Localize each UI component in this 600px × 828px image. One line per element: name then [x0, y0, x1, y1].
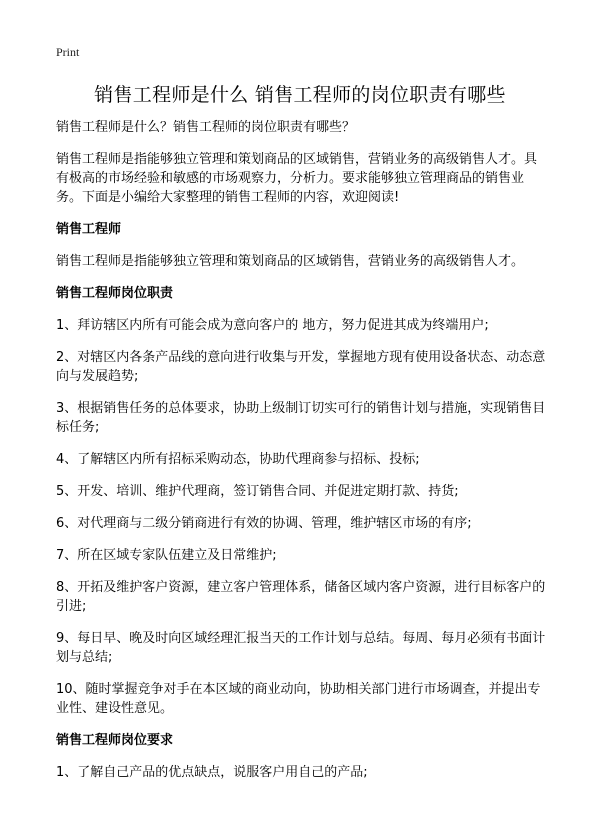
print-label: Print: [56, 45, 80, 59]
section-text-sales-engineer: 销售工程师是指能够独立管理和策划商品的区域销售，营销业务的高级销售人才。: [56, 254, 525, 269]
duty-item: 4、了解辖区内所有招标采购动态，协助代理商参与招标、投标;: [56, 452, 420, 467]
requirement-item: 1、了解自己产品的优点缺点，说服客户用自己的产品;: [56, 765, 368, 780]
intro-question: 销售工程师是什么？销售工程师的岗位职责有哪些？: [56, 120, 356, 135]
duty-item: 5、开发、培训、维护代理商，签订销售合同、并促进定期打款、持货;: [56, 484, 459, 499]
section-heading-duties: 销售工程师岗位职责: [56, 286, 174, 301]
duty-item: 9、每日早、晚及时向区域经理汇报当天的工作计划与总结。每周、每月必须有书面计划与总结;: [56, 631, 546, 665]
intro-paragraph: 销售工程师是指能够独立管理和策划商品的区域销售，营销业务的高级销售人才。具有极高的市场经验和敏感的市场观察力，分析力。要求能够独立管理商品的销售业务。下面是小编给大家整理的销售工程师的内容，欢迎阅读!: [56, 152, 538, 205]
duty-item: 1、拜访辖区内所有可能会成为意向客户的 地方，努力促进其成为终端用户;: [56, 318, 489, 333]
article-title: 销售工程师是什么 销售工程师的岗位职责有哪些: [94, 84, 506, 106]
duty-item: 3、根据销售任务的总体要求，协助上级制订切实可行的销售计划与措施，实现销售目标任务;: [56, 401, 546, 435]
duty-item: 6、对代理商与二级分销商进行有效的协调、管理，维护辖区市场的有序;: [56, 516, 472, 531]
duty-item: 7、所在区域专家队伍建立及日常维护;: [56, 548, 277, 563]
duty-item: 10、随时掌握竞争对手在本区域的商业动向，协助相关部门进行市场调查，并提出专业性、建设性意见。: [56, 682, 541, 716]
article-body: [56, 118, 548, 795]
duty-item: 8、开拓及维护客户资源，建立客户管理体系，储备区域内客户资源，进行目标客户的引进;: [56, 580, 546, 614]
section-heading-requirements: 销售工程师岗位要求: [56, 733, 174, 748]
section-heading-sales-engineer: 销售工程师: [56, 222, 122, 237]
duty-item: 2、对辖区内各条产品线的意向进行收集与开发，掌握地方现有使用设备状态、动态意向与发展趋势;: [56, 350, 546, 384]
